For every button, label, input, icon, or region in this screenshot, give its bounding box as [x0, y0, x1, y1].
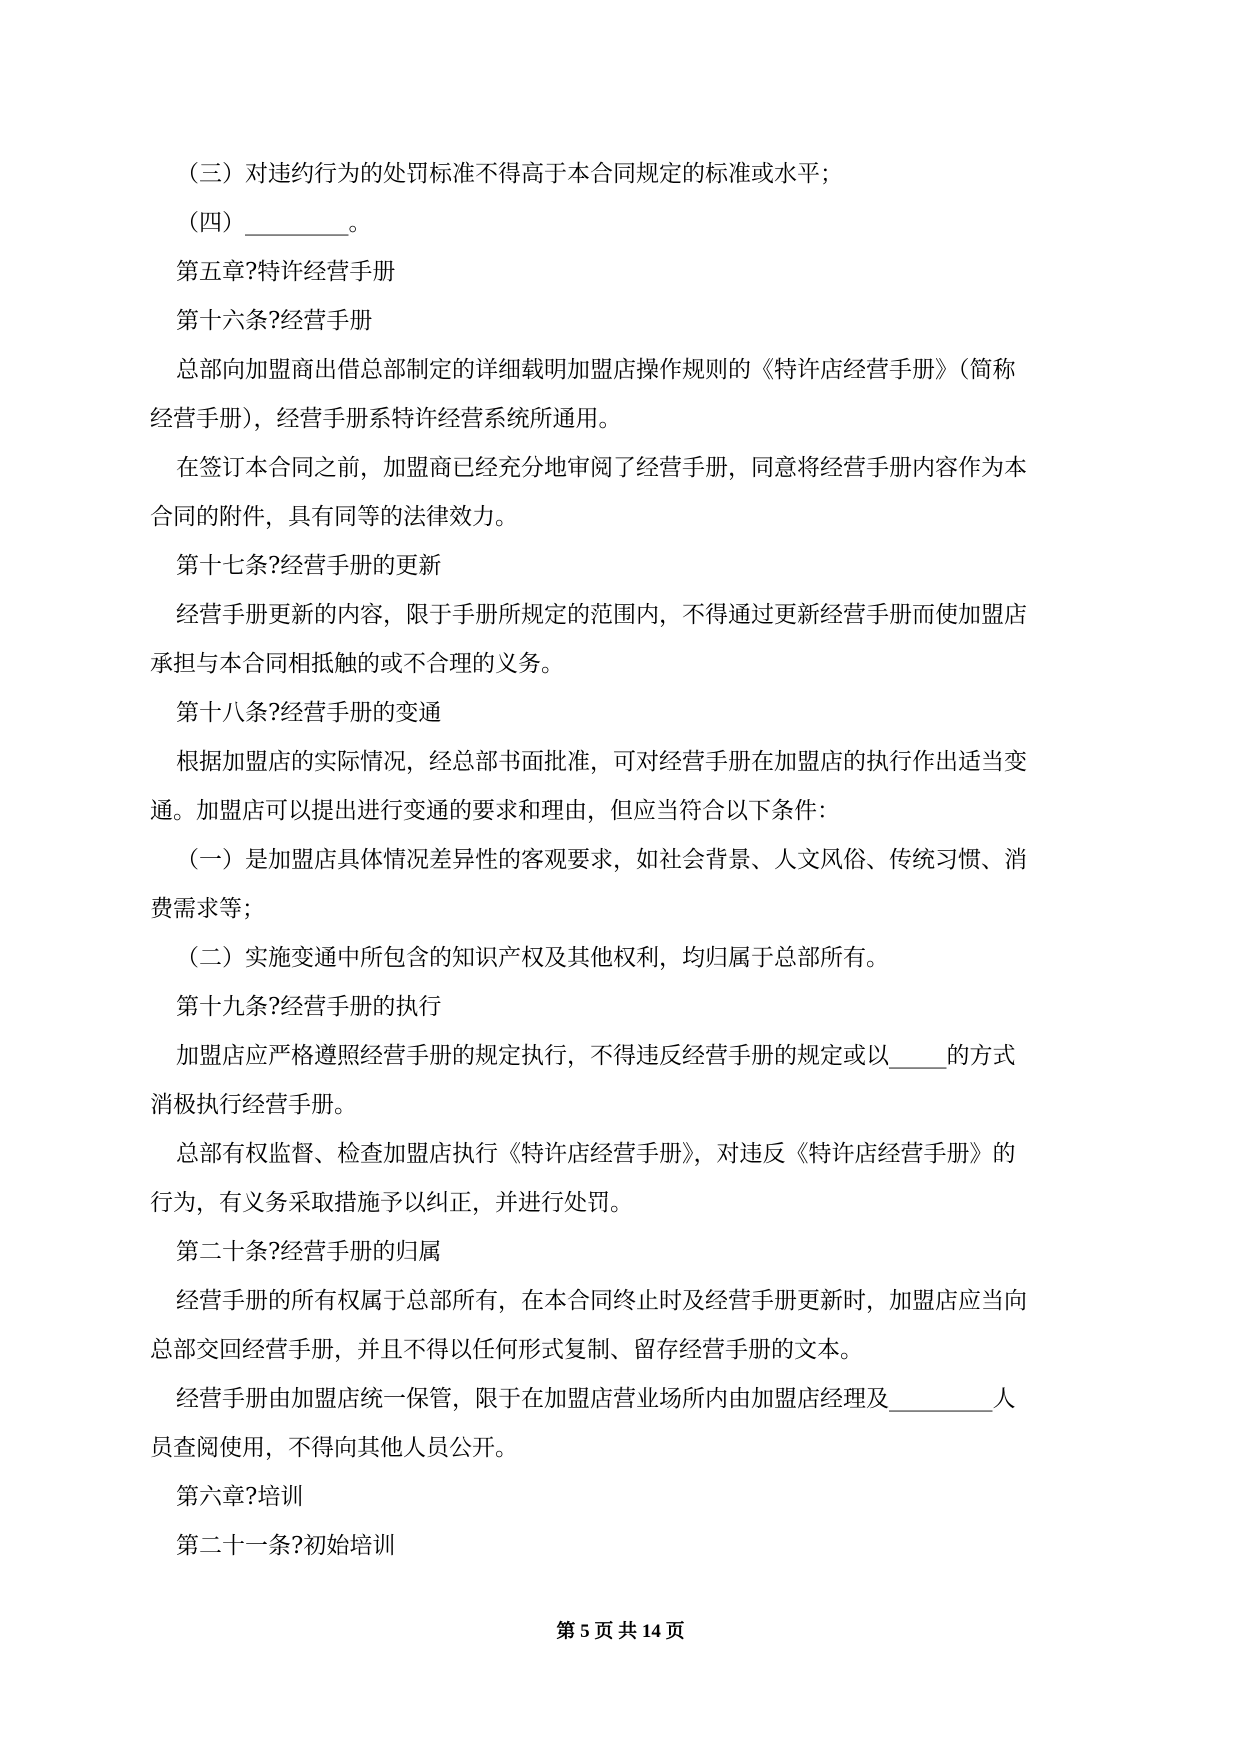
paragraph-line: 经营手册），经营手册系特许经营系统所通用。 [150, 406, 622, 432]
paragraph-line: 总部有权监督、检查加盟店执行《特许店经营手册》，对违反《特许店经营手册》的 [176, 1141, 1016, 1167]
article-heading: 第十七条?经营手册的更新 [176, 553, 442, 579]
chapter-heading: 第五章?特许经营手册 [176, 259, 396, 285]
paragraph-line: 加盟店应严格遵照经营手册的规定执行，不得违反经营手册的规定或以_____的方式 [176, 1043, 1016, 1069]
article-heading: 第十六条?经营手册 [176, 308, 373, 334]
article-heading: 第二十一条?初始培训 [176, 1533, 396, 1559]
article-heading: 第二十条?经营手册的归属 [176, 1239, 442, 1265]
paragraph-line: 员查阅使用，不得向其他人员公开。 [150, 1435, 518, 1461]
paragraph-line: 经营手册的所有权属于总部所有，在本合同终止时及经营手册更新时，加盟店应当向 [176, 1288, 1027, 1314]
paragraph-line: 费需求等； [150, 896, 265, 922]
paragraph-line: 消极执行经营手册。 [150, 1092, 357, 1118]
paragraph-line: 在签订本合同之前，加盟商已经充分地审阅了经营手册，同意将经营手册内容作为本 [176, 455, 1027, 481]
paragraph-line: 经营手册由加盟店统一保管，限于在加盟店营业场所内由加盟店经理及_________人 [176, 1386, 1016, 1412]
page-number-footer: 第 5 页 共 14 页 [556, 1621, 685, 1642]
paragraph-line: 根据加盟店的实际情况，经总部书面批准，可对经营手册在加盟店的执行作出适当变 [176, 749, 1027, 775]
paragraph-line: （四）_________。 [176, 210, 372, 236]
paragraph-line: 行为，有义务采取措施予以纠正，并进行处罚。 [150, 1190, 633, 1216]
paragraph-line: 经营手册更新的内容，限于手册所规定的范围内，不得通过更新经营手册而使加盟店 [176, 602, 1027, 628]
article-heading: 第十九条?经营手册的执行 [176, 994, 442, 1020]
chapter-heading: 第六章?培训 [176, 1484, 304, 1510]
document-body [150, 155, 1082, 1565]
paragraph-line: 总部交回经营手册，并且不得以任何形式复制、留存经营手册的文本。 [150, 1337, 863, 1363]
paragraph-line: （二）实施变通中所包含的知识产权及其他权利，均归属于总部所有。 [176, 945, 889, 971]
paragraph-line: 总部向加盟商出借总部制定的详细载明加盟店操作规则的《特许店经营手册》（简称 [176, 357, 1016, 383]
paragraph-line: 通。加盟店可以提出进行变通的要求和理由，但应当符合以下条件： [150, 798, 840, 824]
paragraph-line: （一）是加盟店具体情况差异性的客观要求，如社会背景、人文风俗、传统习惯、消 [176, 847, 1027, 873]
paragraph-line: 合同的附件，具有同等的法律效力。 [150, 504, 518, 530]
paragraph-line: （三）对违约行为的处罚标准不得高于本合同规定的标准或水平； [176, 161, 843, 187]
paragraph-line: 承担与本合同相抵触的或不合理的义务。 [150, 651, 564, 677]
article-heading: 第十八条?经营手册的变通 [176, 700, 442, 726]
